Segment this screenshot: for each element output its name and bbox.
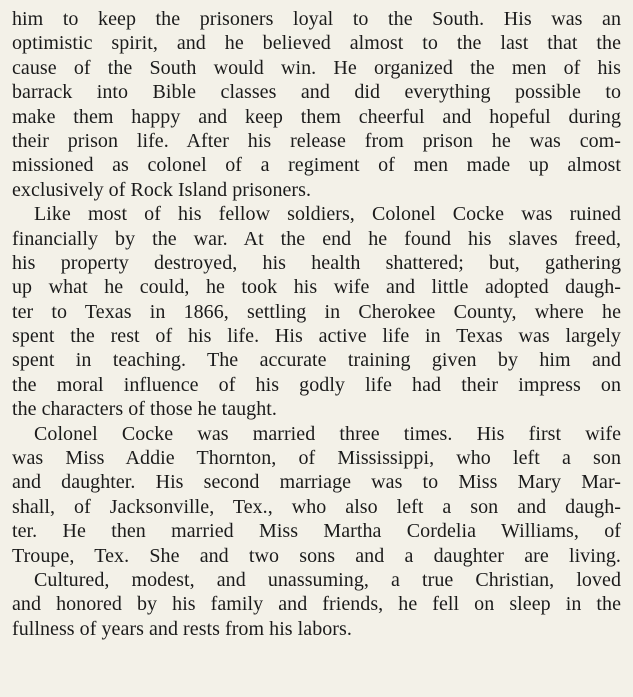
text-line: his property destroyed, his health shattered; but, gathering (12, 251, 621, 274)
paragraph-start-line: Like most of his fellow soldiers, Colonel Cocke was ruined (34, 203, 621, 226)
text-line: barrack into Bible classes and did everything possible to (12, 81, 621, 104)
text-line: missioned as colonel of a regiment of men made up almost (12, 154, 621, 177)
text-line: financially by the war. At the end he found his slaves freed, (12, 227, 621, 250)
text-line: Troupe, Tex. She and two sons and a daughter are living. (12, 544, 621, 567)
text-line: ter to Texas in 1866, settling in Cherokee County, where he (12, 300, 621, 323)
text-line: exclusively of Rock Island prisoners. (12, 178, 312, 201)
text-line: make them happy and keep them cheerful and hopeful during (12, 105, 621, 128)
text-line: spent the rest of his life. His active life in Texas was largely (12, 325, 621, 348)
paragraph-start-line: Colonel Cocke was married three times. His first wife (34, 422, 621, 445)
text-line: and honored by his family and friends, he fell on sleep in the (12, 593, 621, 616)
paragraph-start-line: Cultured, modest, and unassuming, a true Christian, loved (34, 568, 621, 591)
text-line: optimistic spirit, and he believed almost to the last that the (12, 32, 621, 55)
text-line: cause of the South would win. He organized the men of his (12, 56, 621, 79)
text-line: their prison life. After his release from prison he was com- (12, 129, 621, 152)
text-line: him to keep the prisoners loyal to the South. His was an (12, 8, 621, 30)
text-line: was Miss Addie Thornton, of Mississippi, who left a son (12, 447, 621, 470)
text-line: shall, of Jacksonville, Tex., who also left a son and daugh- (12, 495, 621, 518)
text-line: the characters of those he taught. (12, 398, 277, 421)
text-line: the moral influence of his godly life had their impress on (12, 373, 621, 396)
text-line: fullness of years and rests from his labors. (12, 617, 352, 640)
text-line: up what he could, he took his wife and little adopted daugh- (12, 276, 621, 299)
text-line: ter. He then married Miss Martha Cordelia Williams, of (12, 520, 621, 543)
text-line: spent in teaching. The accurate training given by him and (12, 349, 621, 372)
document-text (12, 7, 621, 641)
text-line: and daughter. His second marriage was to Miss Mary Mar- (12, 471, 621, 494)
